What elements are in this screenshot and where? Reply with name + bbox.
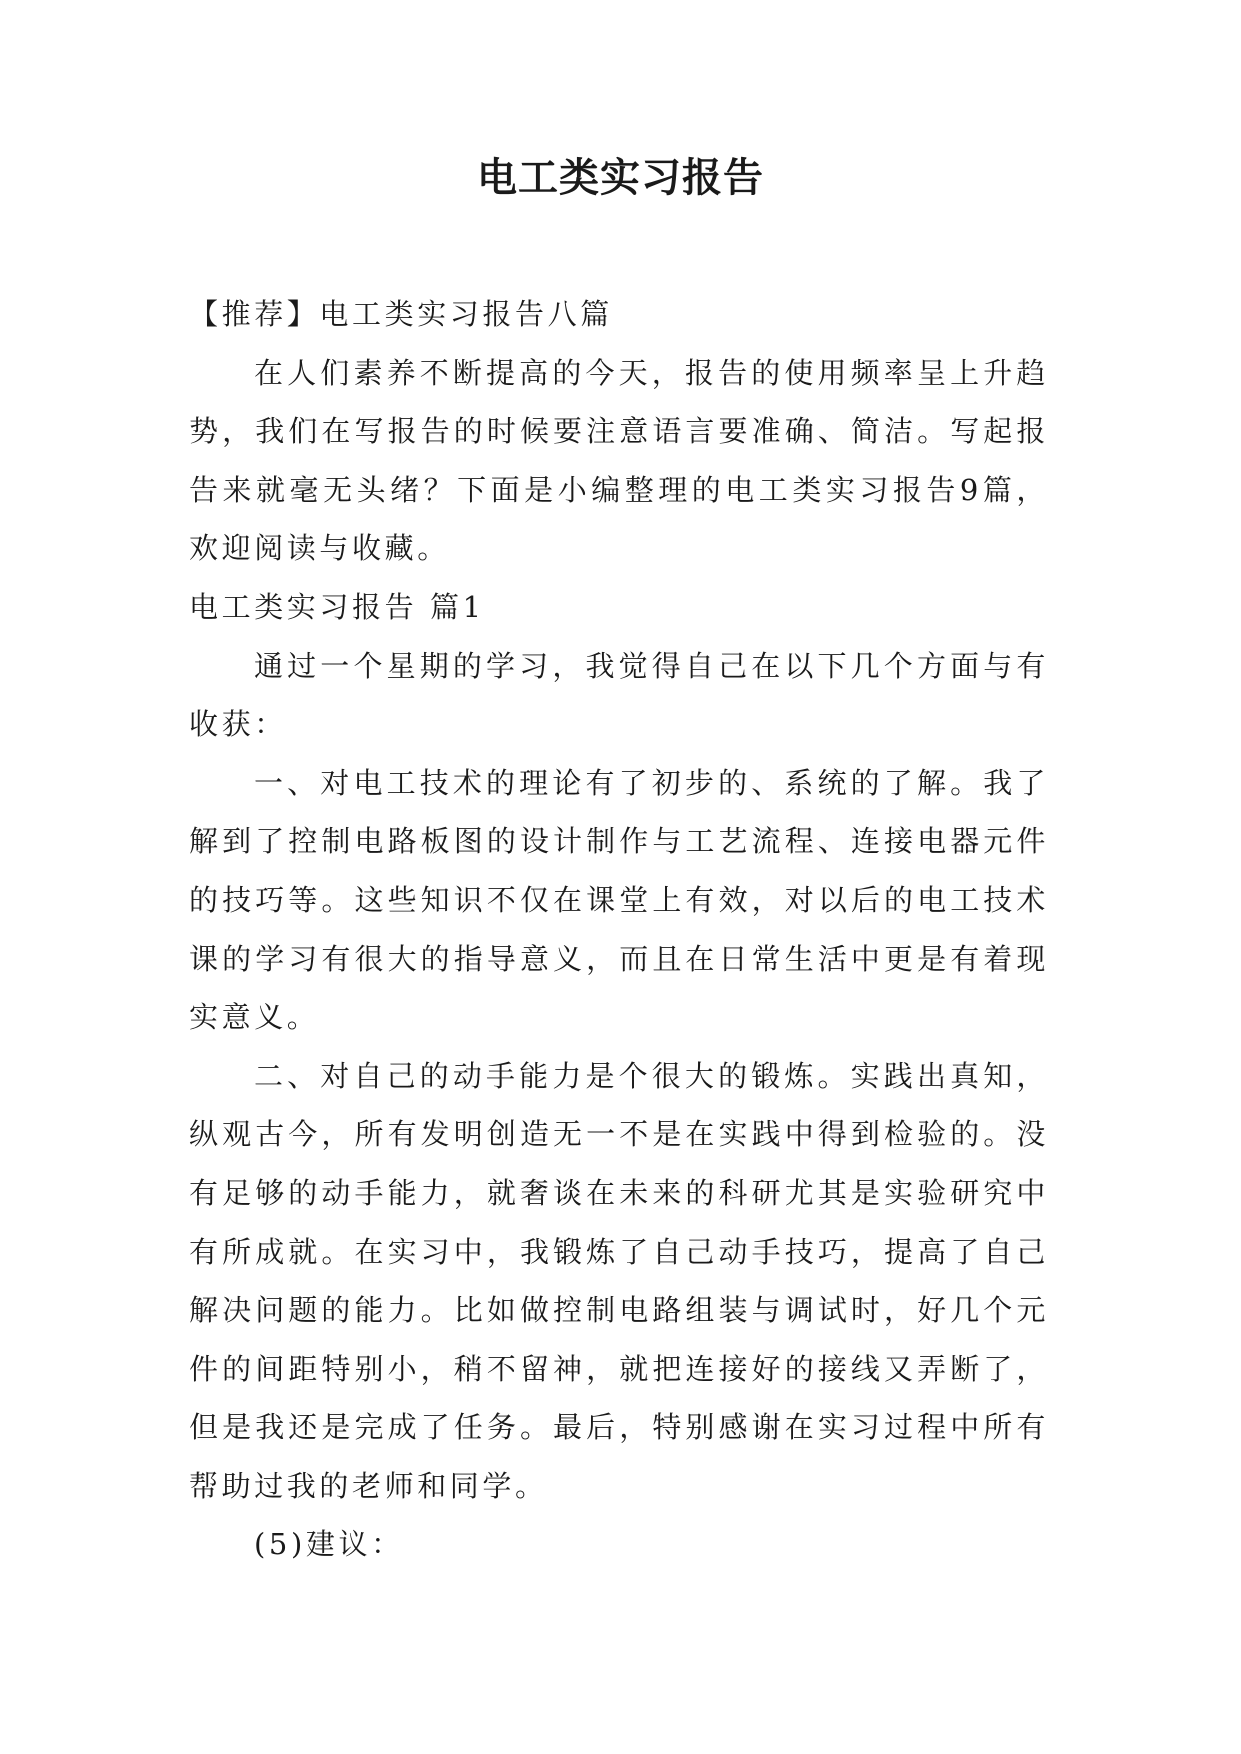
paragraph-point-one: 一、对电工技术的理论有了初步的、系统的了解。我了解到了控制电路板图的设计制作与工艺流程、连接电器元件的技巧等。这些知识不仅在课堂上有效，对以后的电工技术课的学习有很大的指导意义，而且在日常生活中更是有着现实意义。 — [189, 765, 1049, 1035]
paragraph-intro: 在人们素养不断提高的今天，报告的使用频率呈上升趋势，我们在写报告的时候要注意语言要准确、简洁。写起报告来就毫无头绪？下面是小编整理的电工类实习报告9篇，欢迎阅读与收藏。 — [189, 355, 1049, 566]
paragraph-recommend-heading: 【推荐】电工类实习报告八篇 — [189, 297, 613, 331]
document-body — [189, 285, 1049, 1574]
paragraph-gains-intro: 通过一个星期的学习，我觉得自己在以下几个方面与有收获： — [189, 648, 1049, 742]
document-title: 电工类实习报告 — [477, 154, 764, 201]
paragraph-point-two: 二、对自己的动手能力是个很大的锻炼。实践出真知，纵观古今，所有发明创造无一不是在实践中得到检验的。没有足够的动手能力，就奢谈在未来的科研尤其是实验研究中有所成就。在实习中，我锻炼了自己动手技巧，提高了自己解决问题的能力。比如做控制电路组装与调试时，好几个元件的间距特别小，稍不留神，就把连接好的接线又弄断了，但是我还是完成了任务。最后，特别感谢在实习过程中所有帮助过我的老师和同学。 — [189, 1058, 1049, 1503]
paragraph-suggestion-heading: (5)建议： — [254, 1527, 404, 1562]
section-heading-part-1: 电工类实习报告 篇1 — [189, 589, 485, 624]
